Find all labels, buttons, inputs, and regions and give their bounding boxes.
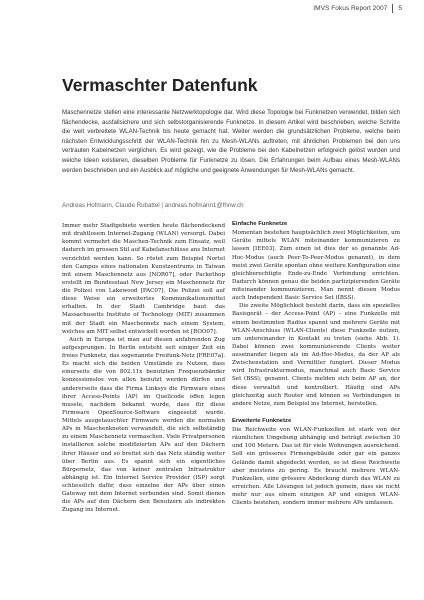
running-title: IMVS Fokus Report 2007	[313, 5, 388, 12]
section-heading: Erweiterte Funknetze	[232, 417, 292, 424]
section-heading: Einfache Funknetze	[232, 221, 288, 227]
running-header	[313, 4, 402, 13]
body-paragraph: Die Reichweite von WLAN-Funkzellen ist stark von der räumlichen Umgebung abhängig und beträgt zwischen 30 und 100 Metern. Das ist für viele Wohnungen ausreichend. Soll ein grösseres Firmengebäude oder gar ein ganzes Gelände damit abgedeckt werden, so ist diese Reichweite aber meistens zu gering. Es braucht mehrere WLAN-Funkzellen, eine grössere Abdeckung durch das WLAN zu erreichen. Alle Lösungen ist jedoch gemein, dass sie nicht mehr nur aus einem einzigen AP und einigen WLAN-Clients bestehen, sondern immer mehrere APs umfassen.	[232, 427, 400, 507]
left-column	[62, 222, 225, 515]
article-authors: Andreas Hofmann, Claude Rubattel | andreas.hofmann1@fhnw.ch	[62, 202, 244, 209]
header-divider	[392, 4, 393, 13]
article-abstract: Maschennetze stellen eine interessante Netzwerktopologie dar. Wird diese Topologie bei Funknetzen verwendet, bilden sich flächendecke, ausfallsichere und sich selbstorganisierende Funknetze. In diesem Artikel wird beschrieben, welche Schritte die weit verbreitete WLAN-Technik bis heute gemacht hat. Weiter werden die grundsätzlichen Probleme, welche beim nächsten Entwicklungsschritt der WLAN-Technik hin zu Mesh-WLANs auftreten, mit ähnlichen Problemen bei den uns vertrauten Kabelnetzen verglichen. Es wird gezeigt, wie die Probleme bei den Kabelnetzen erfolgreich gelöst wurden und welche Ideen existieren, dieselben Probleme für Funknetze zu lösen. Die Erfahrungen beim Aufbau eines Mesh-WLANs werden beschrieben und ein Ausblick auf mögliche und geeignete Anwendungen für Mesh-WLANs gemacht.	[62, 109, 400, 174]
page-number: 5	[398, 5, 402, 12]
right-column	[232, 220, 400, 507]
article-title: Vermaschter Datenfunk	[62, 75, 258, 95]
body-paragraph: Auch in Europa ist man auf diesen anfahrenden Zug aufgesprungen. In Berlin entsteht seit einiger Zeit ein freies Funknetz, das sogenannte Freifunk-Netz [FRE07a]. Es macht sich die beiden Umstände zu Nutzen, dass einerseits die von 802.11x benutzten Frequenzbänder konzessionslos von allen benutzt werden dürfen und andererseits dass die Firma Linksys die Firmware eines ihrer Access-Points (AP) im Quellcode offen legen musste, nachdem bekannt wurde, dass für diese Firmware OpenSource-Software eingesetzt wurde. Mittels ausgetauschter Firmware werden die normalen APs in Maschenknoten verwandelt, die sich selbständig zu einem Maschennetz vermaschen. Viele Privatpersonen installieren solche modifizierten APs auf den Dächern ihrer Häuser und so breitet sich das Netz ständig weiter über Berlin aus. Es spannt sich ein eigentliches Bürgernetz, das von keiner zentralen Infrastruktur abhängig ist. Ein Internet Service Provider (ISP) sorgt schliesslich dafür, dass einzelne der APs über einen Gateway mit dem Internet verbunden sind. Somit dienen die APs auf den Dächern den Benutzern als indirekten Zugang ins Internet.	[62, 336, 225, 514]
body-paragraph: Momentan bestehen hauptsächlich zwei Möglichkeiten, um Geräte mittels WLAN miteinander kommunizieren zu lassen [IEE03]. Zum einen ist dies der so genannte Ad-Hoc-Modus (auch Peer-To-Peer-Modus genannt), in dem meist zwei Geräte spontan ohne weitere Konfiguration eine gleichberechtigte Ende-zu-Ende Verbindung errichten. Dadurch können genau die beiden partizipierenden Geräte miteinander kommunizieren. Man nennt diesen Modus auch Independent Basic Service Set (IBSS).	[232, 230, 400, 302]
body-paragraph: Immer mehr Stadtgebiete werden heute flächendeckend mit drahtlosem Internet-Zugang (WLAN) versorgt. Dabei kommt vermehrt die Maschen-Technik zum Einsatz, weil dadurch im grossen Stil auf Kabelanschlüsse ans Internet verzichtet werden kann. So röstet zum Beispiel Nortel den Campus eines nationalen Kunstzentrums in Taiwan mit einem Maschennetz aus [NOR07], oder Packethop erstellt im Bundesstaat New Jersey ein Maschennetz für die Polizei von Lakewood [PAC07]. Die Polizei soll auf diese Weise ein erweitertes Kommunikationsmittel erhalten. In der Stadt Cambridge baut das Massachusetts Institute of Technology (MIT) zusammen mit der Stadt ein Maschennetz nach einem System, welches am MIT selbst entwickelt worden ist [ROO07].	[62, 223, 225, 335]
body-paragraph: Die zweite Möglichkeit besteht darin, dass ein spezielles Basisgerät – der Access-Point (AP) – eine Funkzelle mit einem bestimmten Radius spannt und mehrere Geräte mit WLAN-Anschluss (WLAN-Clients) diese Funkzelle nutzen, um untereinander in Kontakt zu treten (siehe Abb. 1). Dabei können zwei kommunizierende Clients weiter auseinander liegen als im Ad-Hoc-Modus, da der AP als Zwischenstation und Vermittler fungiert. Dieser Modus wird Infrastrukturmodus, manchmal auch Basic Service Set (BSS), genannt. Clients melden sich beim AP an, der diese verwaltet und kontrolliert. Häufig sind APs gleichzeitig auch Router und können so Verbindungen in andere Netze, zum Beispiel ins Internet, herstellen.	[232, 303, 400, 407]
